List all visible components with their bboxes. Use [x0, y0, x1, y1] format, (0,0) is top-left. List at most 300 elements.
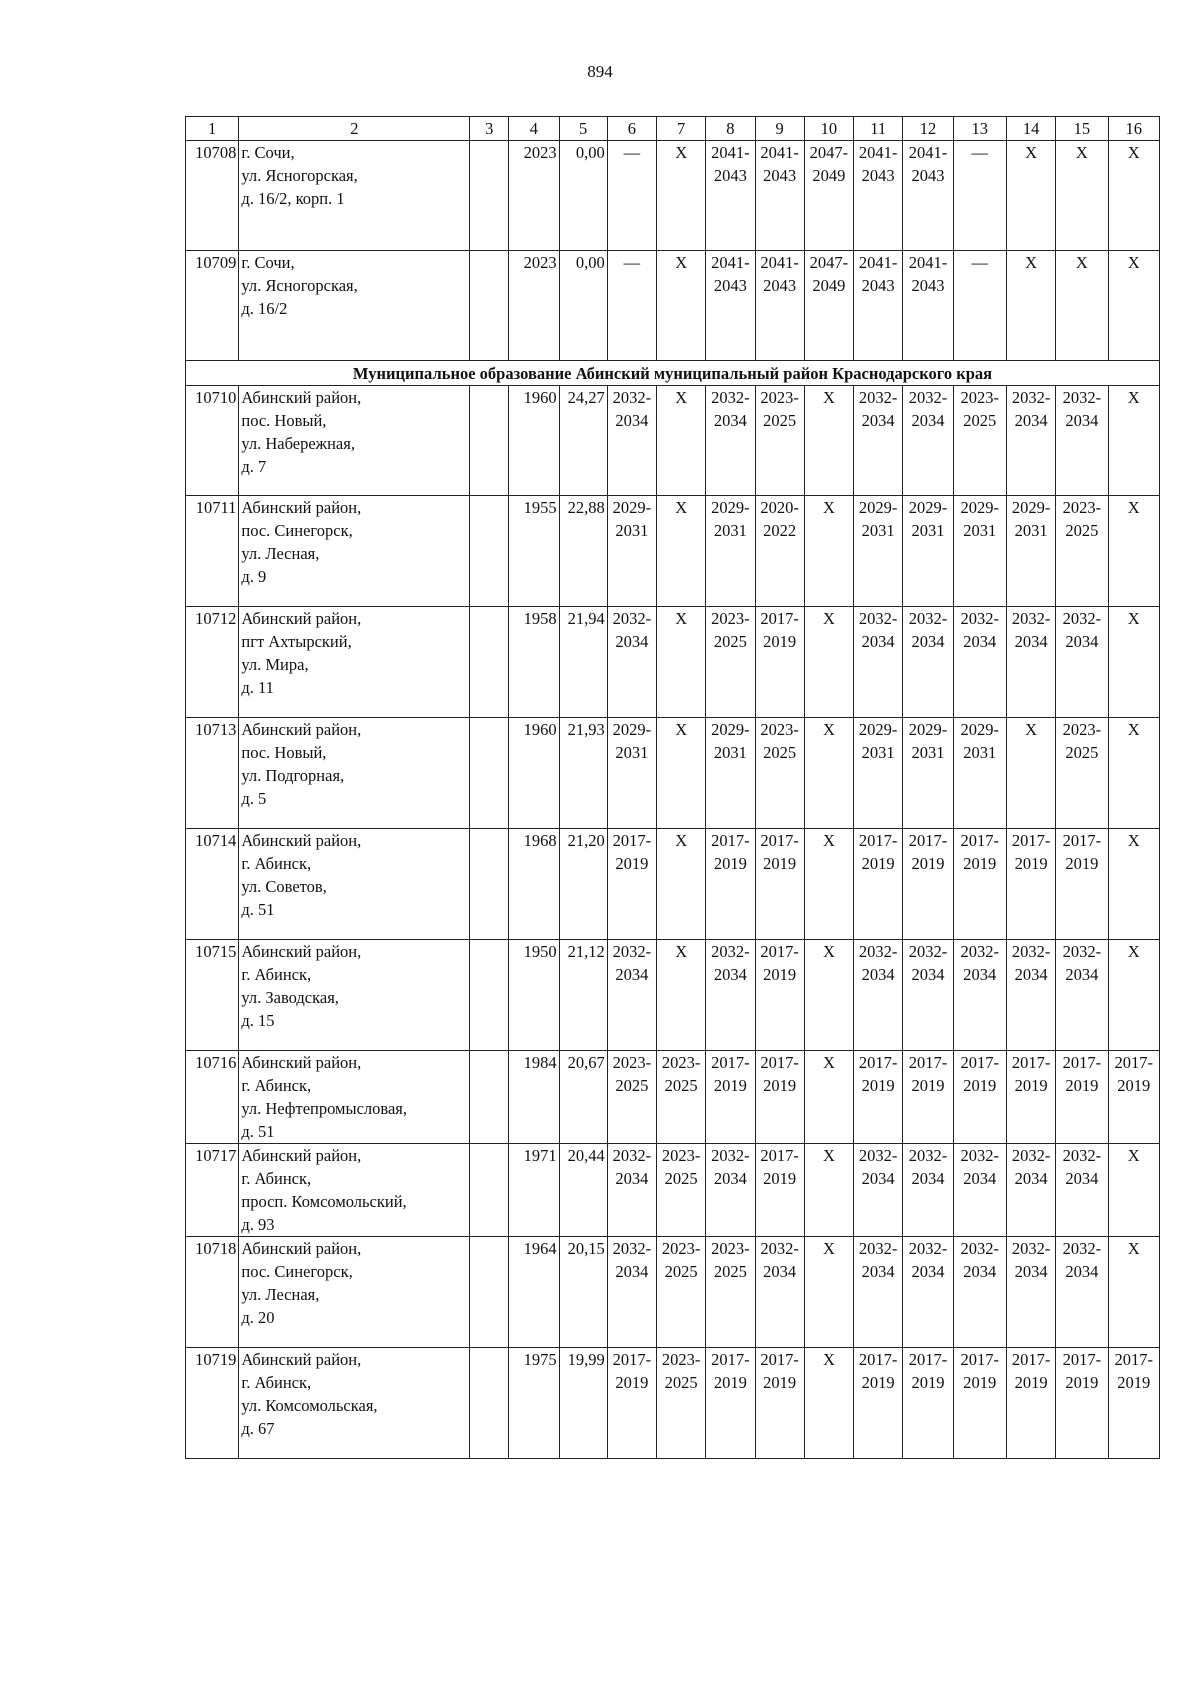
cell-line: 2019	[763, 1169, 797, 1188]
cell-col-3	[470, 1348, 509, 1459]
column-number-header: 3	[470, 117, 509, 141]
period-cell-col-15	[1056, 940, 1108, 1051]
cell-line: 2034	[911, 411, 945, 430]
cell-line: 2019	[713, 1076, 747, 1095]
cell-line: 2019	[1014, 1373, 1048, 1392]
period-cell-col-14	[1006, 829, 1055, 940]
cell-line: 2031	[963, 743, 997, 762]
address-line: ул. Набережная,	[241, 434, 355, 453]
period-cell-col-6	[607, 829, 656, 940]
cell-line: 2031	[1014, 521, 1048, 540]
period-cell-col-6	[607, 496, 656, 607]
period-cell-col-7	[657, 1348, 706, 1459]
address-line: д. 93	[241, 1215, 275, 1234]
period-cell-col-16	[1108, 718, 1159, 829]
cell-line: 2034	[615, 1262, 649, 1281]
cell-line: 2032-	[960, 1146, 999, 1165]
cell-line: 2043	[861, 166, 895, 185]
column-number-header: 11	[854, 117, 903, 141]
table-row	[186, 141, 1160, 251]
address-line: Абинский район,	[241, 498, 362, 517]
cell-line: 2017-	[711, 1350, 750, 1369]
cell-col-3	[470, 1051, 509, 1144]
period-cell-col-14	[1006, 251, 1055, 361]
table-row	[186, 829, 1160, 940]
address-cell	[239, 496, 470, 607]
record-id: 10714	[186, 829, 239, 940]
table-body-sochi	[186, 141, 1160, 361]
period-cell-col-9	[755, 607, 804, 718]
address-line: д. 7	[241, 457, 267, 476]
cell-line: 2019	[963, 1373, 997, 1392]
address-cell	[239, 386, 470, 496]
address-line: г. Абинск,	[241, 965, 312, 984]
cell-line: 2019	[713, 1373, 747, 1392]
cell-line: 2017-	[760, 942, 799, 961]
column-number-header: 2	[239, 117, 470, 141]
address-line: Абинский район,	[241, 1053, 362, 1072]
record-id: 10709	[186, 251, 239, 361]
cell-line: X	[1025, 720, 1038, 739]
address-line: д. 20	[241, 1308, 275, 1327]
cell-line: 2034	[861, 965, 895, 984]
address-cell	[239, 141, 470, 251]
cell-line: 2034	[1014, 1169, 1048, 1188]
cell-col-3	[470, 141, 509, 251]
cell-line: 2025	[763, 411, 797, 430]
cell-line: 2034	[1065, 411, 1099, 430]
cell-line: 2023-	[661, 1146, 701, 1165]
cell-col-3	[470, 251, 509, 361]
period-cell-col-16	[1108, 496, 1159, 607]
cell-line: X	[822, 831, 835, 850]
period-cell-col-14	[1006, 940, 1055, 1051]
cell-line: 2031	[861, 521, 895, 540]
period-cell-col-11	[854, 829, 903, 940]
address-line: ул. Ясногорская,	[241, 276, 358, 295]
period-cell-col-15	[1056, 718, 1108, 829]
cell-line: 2029-	[612, 720, 652, 739]
period-cell-col-12	[903, 1144, 953, 1237]
cell-line: 2019	[615, 854, 649, 873]
period-cell-col-8	[706, 607, 755, 718]
cell-line: 2017-	[858, 1350, 898, 1369]
cell-line: 2041-	[760, 143, 799, 162]
period-cell-col-6	[607, 141, 656, 251]
address-line: Абинский район,	[241, 1239, 362, 1258]
cell-line: 2043	[861, 276, 895, 295]
cell-line: 2023-	[661, 1239, 701, 1258]
cell-line: X	[822, 1053, 835, 1072]
period-cell-col-16	[1108, 829, 1159, 940]
value-cell: 20,15	[559, 1237, 607, 1348]
value-cell: 20,44	[559, 1144, 607, 1237]
cell-line: 2017-	[908, 1053, 948, 1072]
record-id: 10712	[186, 607, 239, 718]
period-cell-col-14	[1006, 1348, 1055, 1459]
address-line: Абинский район,	[241, 831, 362, 850]
cell-line: 2019	[763, 632, 797, 651]
cell-line: 2034	[615, 965, 649, 984]
cell-line: X	[822, 942, 835, 961]
column-number-header: 12	[903, 117, 953, 141]
cell-line: 2043	[911, 166, 945, 185]
period-cell-col-13	[953, 1348, 1006, 1459]
cell-line: 2047-	[809, 253, 849, 272]
cell-line: 2034	[713, 1169, 747, 1188]
cell-line: X	[1127, 388, 1140, 407]
cell-line: 2034	[1014, 632, 1048, 651]
address-line: г. Сочи,	[241, 143, 295, 162]
period-cell-col-7	[657, 607, 706, 718]
cell-col-3	[470, 386, 509, 496]
address-line: г. Сочи,	[241, 253, 295, 272]
address-line: д. 9	[241, 567, 267, 586]
period-cell-col-9	[755, 1144, 804, 1237]
cell-line: 2019	[763, 1373, 797, 1392]
cell-line: 2032-	[1062, 609, 1102, 628]
address-line: г. Абинск,	[241, 1373, 312, 1392]
cell-col-3	[470, 607, 509, 718]
period-cell-col-7	[657, 251, 706, 361]
cell-line: 2019	[1117, 1373, 1151, 1392]
cell-line: 2041-	[711, 253, 750, 272]
cell-line: 2032-	[612, 1146, 652, 1165]
cell-line: 2034	[861, 411, 895, 430]
address-line: ул. Нефтепромысловая,	[241, 1099, 407, 1118]
period-cell-col-14	[1006, 496, 1055, 607]
cell-line: 2043	[763, 276, 797, 295]
period-cell-col-9	[755, 718, 804, 829]
cell-line: 2017-	[908, 831, 948, 850]
cell-line: 2034	[615, 1169, 649, 1188]
cell-line: 2017-	[711, 831, 750, 850]
cell-line: 2032-	[711, 942, 750, 961]
period-cell-col-14	[1006, 607, 1055, 718]
table-row	[186, 1348, 1160, 1459]
period-cell-col-13	[953, 1051, 1006, 1144]
cell-line: 2019	[1065, 1373, 1099, 1392]
cell-line: 2029-	[908, 498, 948, 517]
cell-line: 2023-	[661, 1350, 701, 1369]
address-line: просп. Комсомольский,	[241, 1192, 407, 1211]
cell-line: 2049	[812, 166, 846, 185]
cell-line: 2031	[861, 743, 895, 762]
table-row	[186, 1144, 1160, 1237]
address-cell	[239, 251, 470, 361]
address-line: ул. Ясногорская,	[241, 166, 358, 185]
period-cell-col-6	[607, 940, 656, 1051]
period-cell-col-9	[755, 386, 804, 496]
address-line: г. Абинск,	[241, 1169, 312, 1188]
record-id: 10719	[186, 1348, 239, 1459]
cell-line: 2034	[963, 965, 997, 984]
cell-line: 2032-	[612, 1239, 652, 1258]
cell-line: 2031	[615, 521, 649, 540]
table-row	[186, 718, 1160, 829]
address-line: ул. Подгорная,	[241, 766, 345, 785]
value-cell: 21,20	[559, 829, 607, 940]
address-cell	[239, 940, 470, 1051]
cell-line: 2017-	[908, 1350, 948, 1369]
address-line: д. 16/2	[241, 299, 288, 318]
period-cell-col-13	[953, 1144, 1006, 1237]
column-number-row	[186, 117, 1160, 141]
cell-line: 2032-	[908, 609, 948, 628]
cell-line: 2032-	[960, 1239, 999, 1258]
value-cell: 0,00	[559, 251, 607, 361]
cell-line: 2025	[763, 743, 797, 762]
cell-line: —	[971, 143, 988, 162]
table-row	[186, 1051, 1160, 1144]
cell-line: 2025	[1065, 521, 1099, 540]
period-cell-col-11	[854, 1051, 903, 1144]
period-cell-col-9	[755, 141, 804, 251]
period-cell-col-6	[607, 718, 656, 829]
cell-line: 2019	[963, 1076, 997, 1095]
value-cell: 20,67	[559, 1051, 607, 1144]
value-cell: 24,27	[559, 386, 607, 496]
period-cell-col-15	[1056, 829, 1108, 940]
period-cell-col-15	[1056, 1144, 1108, 1237]
cell-line: X	[1127, 1146, 1140, 1165]
cell-line: 2017-	[711, 1053, 750, 1072]
cell-line: 2041-	[711, 143, 750, 162]
cell-line: X	[822, 720, 835, 739]
cell-line: 2034	[963, 1169, 997, 1188]
column-number-header: 4	[509, 117, 559, 141]
value-cell: 19,99	[559, 1348, 607, 1459]
period-cell-col-12	[903, 940, 953, 1051]
cell-line: 2019	[861, 1076, 895, 1095]
address-cell	[239, 829, 470, 940]
cell-line: 2019	[963, 854, 997, 873]
period-cell-col-6	[607, 1348, 656, 1459]
cell-line: 2032-	[858, 942, 898, 961]
cell-line: 2017-	[760, 1146, 799, 1165]
cell-line: X	[1075, 253, 1088, 272]
period-cell-col-12	[903, 141, 953, 251]
cell-line: 2017-	[1011, 1053, 1051, 1072]
cell-line: 2034	[713, 965, 747, 984]
year-cell: 1968	[509, 829, 559, 940]
cell-col-3	[470, 1237, 509, 1348]
table-section	[186, 361, 1160, 386]
year-cell: 1984	[509, 1051, 559, 1144]
cell-line: 2041-	[858, 143, 898, 162]
cell-line: 2025	[664, 1373, 698, 1392]
cell-line: 2041-	[908, 253, 948, 272]
cell-line: 2020-	[760, 498, 799, 517]
cell-line: 2034	[1065, 1169, 1099, 1188]
cell-line: 2032-	[1011, 609, 1051, 628]
cell-line: 2025	[664, 1076, 698, 1095]
cell-col-3	[470, 496, 509, 607]
cell-line: 2017-	[1062, 831, 1102, 850]
value-cell: 21,94	[559, 607, 607, 718]
cell-line: 2034	[963, 1262, 997, 1281]
cell-line: X	[822, 388, 835, 407]
cell-line: 2025	[713, 1262, 747, 1281]
register-table	[185, 116, 1160, 1459]
period-cell-col-10	[804, 251, 853, 361]
cell-line: 2023-	[612, 1053, 652, 1072]
cell-line: 2031	[963, 521, 997, 540]
cell-line: 2019	[911, 1076, 945, 1095]
cell-line: 2025	[615, 1076, 649, 1095]
address-line: Абинский район,	[241, 1350, 362, 1369]
cell-line: 2019	[763, 965, 797, 984]
period-cell-col-8	[706, 251, 755, 361]
period-cell-col-16	[1108, 141, 1159, 251]
period-cell-col-10	[804, 1237, 853, 1348]
address-line: ул. Советов,	[241, 877, 327, 896]
record-id: 10710	[186, 386, 239, 496]
cell-line: 2017-	[760, 1053, 799, 1072]
cell-line: 2032-	[711, 1146, 750, 1165]
cell-line: 2034	[911, 1262, 945, 1281]
period-cell-col-9	[755, 1051, 804, 1144]
cell-line: 2023-	[760, 388, 799, 407]
cell-line: X	[822, 498, 835, 517]
section-header-row	[186, 361, 1160, 386]
cell-line: 2032-	[1062, 1239, 1102, 1258]
period-cell-col-10	[804, 1051, 853, 1144]
page-number: 894	[587, 62, 613, 81]
cell-line: 2017-	[960, 831, 999, 850]
cell-line: 2032-	[760, 1239, 799, 1258]
cell-line: 2032-	[858, 609, 898, 628]
period-cell-col-11	[854, 496, 903, 607]
address-cell	[239, 1144, 470, 1237]
period-cell-col-13	[953, 829, 1006, 940]
address-line: д. 16/2, корп. 1	[241, 189, 345, 208]
cell-line: 2029-	[711, 498, 750, 517]
cell-line: 2043	[911, 276, 945, 295]
cell-line: 2023-	[960, 388, 999, 407]
column-number-header: 1	[186, 117, 239, 141]
table-row	[186, 607, 1160, 718]
period-cell-col-7	[657, 1051, 706, 1144]
period-cell-col-13	[953, 718, 1006, 829]
cell-line: 2034	[615, 411, 649, 430]
record-id: 10717	[186, 1144, 239, 1237]
period-cell-col-10	[804, 386, 853, 496]
cell-line: X	[675, 942, 688, 961]
cell-line: 2032-	[908, 1239, 948, 1258]
address-line: г. Абинск,	[241, 854, 312, 873]
cell-line: 2017-	[1011, 831, 1051, 850]
period-cell-col-8	[706, 829, 755, 940]
cell-line: 2032-	[612, 388, 652, 407]
cell-line: X	[1075, 143, 1088, 162]
cell-line: 2034	[1065, 632, 1099, 651]
address-line: д. 5	[241, 789, 267, 808]
cell-line: 2023-	[1062, 498, 1102, 517]
cell-line: 2019	[911, 1373, 945, 1392]
address-line: д. 51	[241, 900, 275, 919]
period-cell-col-6	[607, 1144, 656, 1237]
address-line: г. Абинск,	[241, 1076, 312, 1095]
table-row	[186, 496, 1160, 607]
value-cell: 0,00	[559, 141, 607, 251]
period-cell-col-12	[903, 496, 953, 607]
year-cell: 1958	[509, 607, 559, 718]
period-cell-col-7	[657, 496, 706, 607]
period-cell-col-10	[804, 718, 853, 829]
cell-line: 2029-	[960, 720, 999, 739]
cell-line: 2041-	[908, 143, 948, 162]
year-cell: 2023	[509, 251, 559, 361]
period-cell-col-7	[657, 1237, 706, 1348]
cell-col-3	[470, 1144, 509, 1237]
period-cell-col-8	[706, 496, 755, 607]
cell-line: 2025	[713, 632, 747, 651]
cell-line: 2034	[1014, 411, 1048, 430]
period-cell-col-16	[1108, 607, 1159, 718]
address-line: д. 15	[241, 1011, 275, 1030]
column-number-header: 15	[1056, 117, 1108, 141]
period-cell-col-15	[1056, 251, 1108, 361]
cell-line: 2017-	[1062, 1350, 1102, 1369]
table-body-abinsk	[186, 386, 1160, 1459]
table-row	[186, 251, 1160, 361]
cell-line: 2029-	[960, 498, 999, 517]
year-cell: 1964	[509, 1237, 559, 1348]
cell-line: 2019	[861, 854, 895, 873]
cell-line: X	[1025, 143, 1038, 162]
period-cell-col-6	[607, 607, 656, 718]
period-cell-col-16	[1108, 251, 1159, 361]
cell-line: 2023-	[711, 609, 750, 628]
cell-line: X	[1127, 609, 1140, 628]
cell-col-3	[470, 829, 509, 940]
cell-line: 2023-	[760, 720, 799, 739]
cell-line: 2019	[1117, 1076, 1151, 1095]
period-cell-col-6	[607, 251, 656, 361]
period-cell-col-12	[903, 1051, 953, 1144]
period-cell-col-10	[804, 607, 853, 718]
period-cell-col-11	[854, 1237, 903, 1348]
address-line: Абинский район,	[241, 720, 362, 739]
period-cell-col-8	[706, 386, 755, 496]
period-cell-col-15	[1056, 141, 1108, 251]
period-cell-col-14	[1006, 386, 1055, 496]
cell-line: 2034	[911, 632, 945, 651]
cell-line: 2041-	[760, 253, 799, 272]
cell-line: 2032-	[711, 388, 750, 407]
cell-line: 2047-	[809, 143, 849, 162]
column-number-header: 5	[559, 117, 607, 141]
value-cell: 21,12	[559, 940, 607, 1051]
period-cell-col-11	[854, 607, 903, 718]
cell-line: 2032-	[1011, 1239, 1051, 1258]
cell-line: X	[675, 609, 688, 628]
record-id: 10718	[186, 1237, 239, 1348]
cell-line: 2034	[1065, 965, 1099, 984]
cell-line: 2031	[713, 743, 747, 762]
record-id: 10713	[186, 718, 239, 829]
period-cell-col-7	[657, 1144, 706, 1237]
cell-line: X	[822, 1146, 835, 1165]
cell-line: X	[822, 1350, 835, 1369]
period-cell-col-14	[1006, 718, 1055, 829]
cell-col-3	[470, 940, 509, 1051]
column-number-header: 16	[1108, 117, 1159, 141]
period-cell-col-14	[1006, 1051, 1055, 1144]
cell-line: 2019	[861, 1373, 895, 1392]
cell-line: 2017-	[960, 1053, 999, 1072]
